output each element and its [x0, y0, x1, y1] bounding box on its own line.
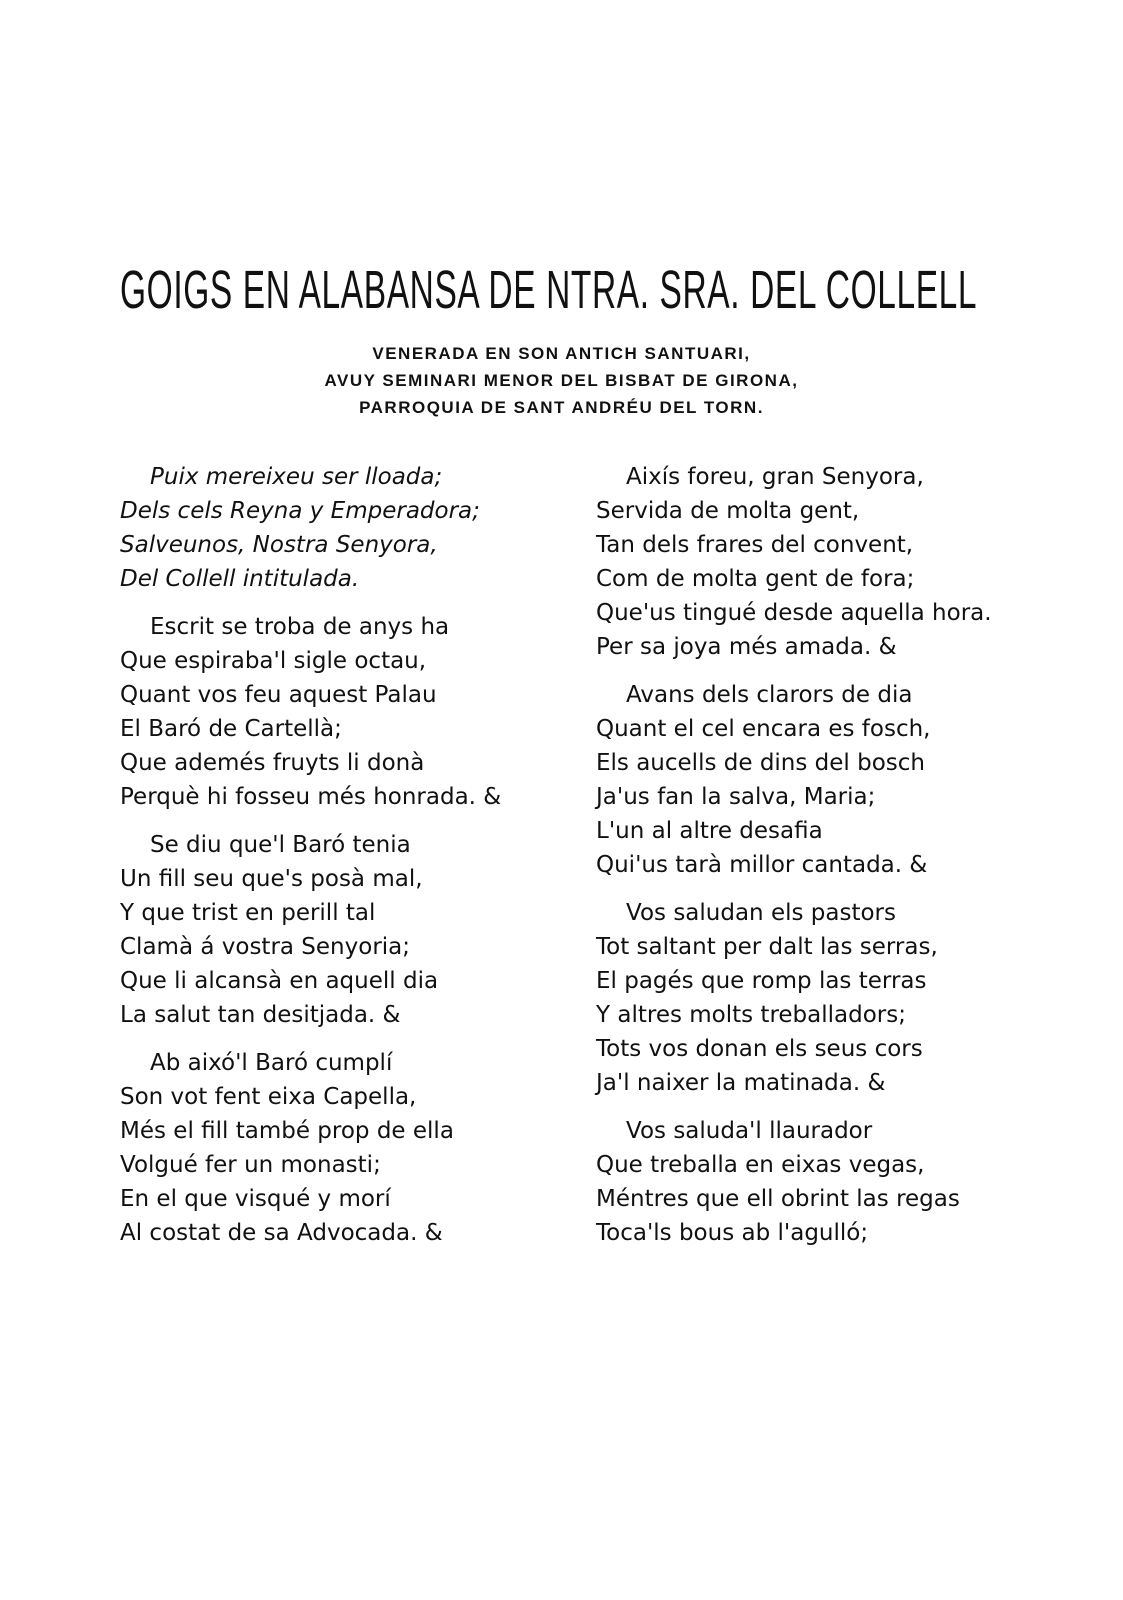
- verse-line: Que espiraba'l sigle octau,: [120, 648, 427, 674]
- verse-line: Vos saluda'l llaurador: [626, 1118, 873, 1144]
- verse-line: Que'us tingué desde aquella hora.: [596, 600, 992, 626]
- verse-line: Al costat de sa Advocada. &: [120, 1220, 443, 1246]
- verse-line: Els aucells de dins del bosch: [596, 750, 926, 776]
- verse-line: En el que visqué y morí: [120, 1186, 391, 1212]
- verse-line: Volgué fer un monasti;: [120, 1152, 381, 1178]
- subtitle-line-3: PARROQUIA DE SANT ANDRÉU DEL TORN.: [359, 398, 764, 417]
- verse-line: Y altres molts treballadors;: [596, 1002, 906, 1028]
- verse-line: Que ademés fruyts li donà: [120, 750, 425, 776]
- verse-line: Qui'us tarà millor cantada. &: [596, 852, 928, 878]
- verse-line: Se diu que'l Baró tenia: [150, 832, 411, 858]
- stanza-right-4: [596, 1114, 1076, 1250]
- verse-line: Per sa joya més amada. &: [596, 634, 897, 660]
- page-title: GOIGS EN ALABANSA DE NTRA. SRA. DEL COLLELL: [120, 260, 978, 320]
- verse-line: Quant el cel encara es fosch,: [596, 716, 931, 742]
- verse-line: Tots vos donan els seus cors: [596, 1036, 923, 1062]
- verse-line: Aixís foreu, gran Senyora,: [626, 464, 924, 490]
- verse-line: Tan dels frares del convent,: [596, 532, 914, 558]
- verse-line: Quant vos feu aquest Palau: [120, 682, 437, 708]
- verse-line: Del Collell intitulada.: [120, 566, 360, 592]
- verse-line: El Baró de Cartellà;: [120, 716, 342, 742]
- verse-line: Salveunos, Nostra Senyora,: [120, 532, 438, 558]
- stanza-left-3: [120, 1046, 570, 1250]
- verse-line: Avans dels clarors de dia: [626, 682, 913, 708]
- stanza-left-1: [120, 610, 570, 814]
- verse-line: Ja'us fan la salva, Maria;: [596, 784, 876, 810]
- verse-line: Que li alcansà en aquell dia: [120, 968, 439, 994]
- verse-line: Ab aixó'l Baró cumplí: [150, 1050, 393, 1076]
- verse-line: Com de molta gent de fora;: [596, 566, 915, 592]
- verse-line: Més el fill també prop de ella: [120, 1118, 454, 1144]
- verse-line: Vos saludan els pastors: [626, 900, 896, 926]
- verse-line: Dels cels Reyna y Emperadora;: [120, 498, 480, 524]
- right-column: [596, 460, 1076, 1264]
- verse-line: El pagés que romp las terras: [596, 968, 927, 994]
- verse-line: Tot saltant per dalt las serras,: [596, 934, 938, 960]
- verse-line: Puix mereixeu ser lloada;: [150, 464, 443, 490]
- verse-line: Y que trist en perill tal: [120, 900, 376, 926]
- verse-line: Clamà á vostra Senyoria;: [120, 934, 411, 960]
- verse-line: Toca'ls bous ab l'agulló;: [596, 1220, 869, 1246]
- stanza-right-1: [596, 460, 1076, 664]
- verse-line: Son vot fent eixa Capella,: [120, 1084, 417, 1110]
- subtitle-line-1: VENERADA EN SON ANTICH SANTUARI,: [372, 344, 751, 363]
- stanza-right-3: [596, 896, 1076, 1100]
- verse-line: La salut tan desitjada. &: [120, 1002, 401, 1028]
- verse-line: Que treballa en eixas vegas,: [596, 1152, 925, 1178]
- refrain-stanza: [120, 460, 570, 596]
- verse-line: Ja'l naixer la matinada. &: [596, 1070, 886, 1096]
- stanza-right-2: [596, 678, 1076, 882]
- verse-line: Méntres que ell obrint las regas: [596, 1186, 960, 1212]
- verse-line: Escrit se troba de anys ha: [150, 614, 450, 640]
- verse-line: Perquè hi fosseu més honrada. &: [120, 784, 502, 810]
- stanza-left-2: [120, 828, 570, 1032]
- verse-line: Servida de molta gent,: [596, 498, 860, 524]
- verse-line: L'un al altre desafia: [596, 818, 823, 844]
- verse-line: Un fill seu que's posà mal,: [120, 866, 423, 892]
- left-column: [120, 460, 570, 1264]
- subtitle-line-2: AVUY SEMINARI MENOR DEL BISBAT DE GIRONA,: [324, 371, 799, 390]
